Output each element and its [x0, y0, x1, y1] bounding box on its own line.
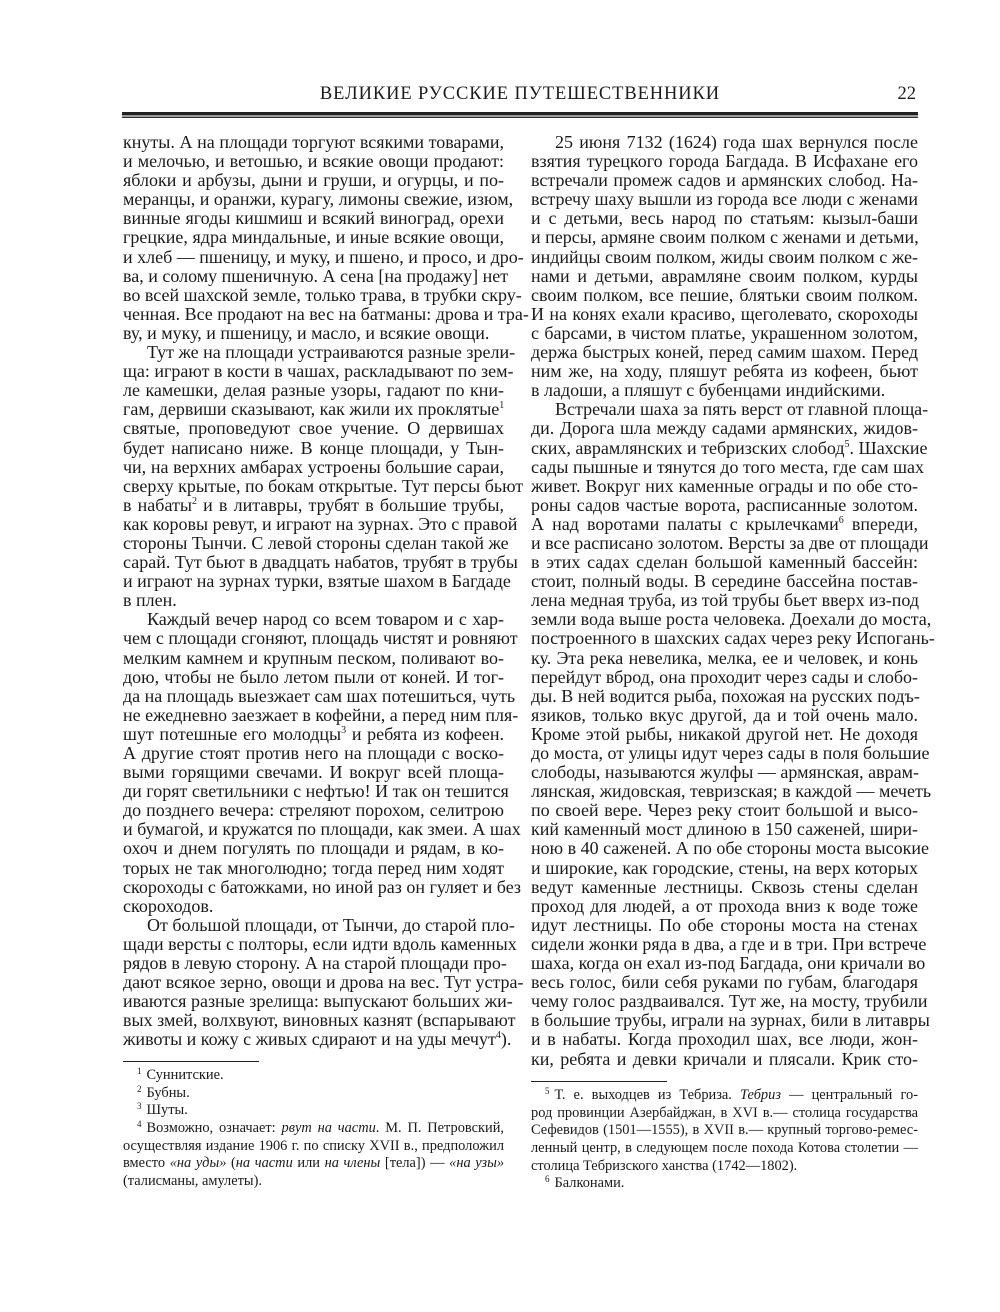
footnote-number: 4	[137, 1119, 142, 1130]
text-line	[123, 839, 504, 858]
text-run: ленный центр, в следующем после похода Котова столетии —	[531, 1140, 918, 1157]
text-line	[123, 381, 504, 400]
text-run: до моста, от улицы идут через сады в поля большие	[531, 743, 930, 763]
text-run: осуществляя издание 1906 г. по списку XVII в., предположил	[123, 1137, 504, 1154]
text-run: да на площадь выезжает сам шах потешиться, чуть	[123, 685, 516, 706]
text-run: меранцы, и оранжи, курагу, лимоны свежие, изюм,	[123, 189, 514, 210]
text-run: ченная. Все продают на вес на батманы: дрова и тра-	[123, 303, 529, 324]
text-line	[531, 897, 918, 916]
footnote-number: 2	[137, 1083, 142, 1094]
text-line	[531, 228, 918, 247]
text-run: встречали промеж садов и армянских слобод. На-	[531, 170, 918, 191]
footnote-ref: 6	[838, 514, 844, 526]
footnote-lines	[531, 1087, 918, 1193]
text-run: Возможно, означает:	[146, 1120, 282, 1137]
footnote-ref: 3	[341, 724, 347, 736]
text-run: Т. е. выходцев из Тебриза.	[554, 1087, 741, 1104]
text-line	[531, 437, 928, 458]
text-run: и бумагой, и кружатся по площади, как змеи. А шах	[123, 819, 521, 840]
text-run: весь голос, били себя руками по губам, благодаря	[531, 972, 918, 993]
text-run: проход для людей, а от прохода вниз к воде тоже	[531, 895, 918, 916]
text-line	[123, 152, 504, 171]
text-run: ку. Эта река невелика, мелка, ее и человек, и конь	[531, 647, 918, 668]
text-run: роны садов частые ворота, расписанные золотом.	[531, 494, 918, 515]
text-run: мелким камнем и крупным песком, поливают во-	[123, 647, 504, 668]
text-run: Суннитские.	[146, 1067, 224, 1084]
text-run: Кроме этой рыбы, никакой другой нет. Не доходя	[531, 723, 918, 744]
text-run: и в набаты. Когда проходил шах, все люди, жон-	[531, 1029, 918, 1050]
text-run: до позднего вечера: стреляют порохом, селитрою	[123, 800, 504, 821]
text-run: ле камешки, делая разные узоры, гадают по кни-	[123, 380, 504, 401]
text-run: идут лестницы. По обе стороны моста на стенах	[531, 914, 918, 935]
running-head	[122, 84, 918, 110]
footnote-line	[123, 1120, 504, 1138]
footnote-line	[123, 1155, 504, 1173]
text-line	[531, 725, 918, 744]
text-line	[123, 303, 529, 324]
text-line	[531, 477, 918, 496]
text-run: во всей шахской земле, только трава, в трубки скру-	[123, 284, 522, 305]
text-run: и мелочью, и ветошью, и всякие овощи продают:	[123, 151, 504, 172]
text-line	[531, 706, 918, 725]
text-run: и персы, армяне своим полком с женами и детьми,	[531, 227, 919, 248]
text-line	[123, 610, 504, 629]
text-line	[531, 209, 918, 228]
text-run: лена медная труба, из той трубы бьет вверх из-под	[531, 590, 920, 611]
text-line	[123, 763, 504, 782]
text-line	[123, 859, 504, 878]
left-footnotes	[123, 1061, 504, 1190]
text-run: или	[292, 1155, 325, 1172]
text-line	[123, 228, 504, 247]
text-run: по своей вере. Через реку стоит большой и высо-	[531, 800, 918, 821]
text-run: чи, на верхних амбарах устроены большие сараи,	[123, 456, 504, 477]
text-run: в большие трубы, играли на зурнах, били в литавры	[531, 1010, 930, 1031]
text-line	[531, 687, 918, 706]
text-line	[123, 685, 516, 706]
footnote-separator	[531, 1081, 667, 1082]
text-run: И на конях ехали красиво, щеголевато, скороходы	[531, 303, 918, 324]
text-line	[531, 953, 926, 974]
text-run: сидели жонки ряда в два, а где и в три. При встрече	[531, 933, 927, 954]
text-run: От большой площади, от Тынчи, до старой пло-	[147, 914, 515, 935]
text-run: ною в 40 саженей. А по обе стороны моста высокие	[531, 838, 929, 859]
text-run: вых змей, волхвуют, виновных казнят (вспарывают	[123, 1010, 516, 1031]
text-run: (талисманы, амулеты).	[123, 1172, 262, 1189]
text-line	[531, 933, 927, 954]
text-run: чем с площади сгоняют, площадь чистят и ровняют	[123, 628, 518, 649]
text-run: . Шахские	[849, 437, 928, 458]
text-run: Бубны.	[146, 1084, 190, 1101]
footnote-ref: 4	[495, 1030, 501, 1042]
text-line	[123, 552, 518, 573]
text-run: ки, ребята и девки кричали и плясали. Крик сто-	[531, 1048, 918, 1069]
text-run: земли вода выше роста человека. Доехали до моста,	[531, 609, 932, 630]
text-run: ведут каменные лестницы. Сквозь стены сделан	[531, 876, 918, 897]
text-line	[123, 532, 509, 553]
running-title: ВЕЛИКИЕ РУССКИЕ ПУТЕШЕСТВЕННИКИ	[319, 84, 721, 104]
italic-run: «на узы»	[449, 1155, 505, 1172]
text-line	[123, 933, 517, 954]
text-run: гам, дервиши сказывают, как жили их проклятые	[123, 399, 500, 420]
text-line	[531, 305, 918, 324]
text-run: и с детьми, весь народ по статьям: кызыл-баши	[531, 208, 918, 229]
text-run: скороходы с батожками, но иной раз он гуляет и без	[123, 876, 522, 897]
text-line	[531, 248, 918, 267]
text-line	[123, 513, 518, 534]
text-run: иваются разные зрелища: выпускают больших жи-	[123, 991, 513, 1012]
text-line	[123, 361, 514, 382]
text-run: в плен.	[123, 590, 177, 611]
text-run: ды. В ней водится рыба, похожая на русских подъ-	[531, 685, 920, 706]
footnote-separator	[123, 1061, 259, 1062]
text-run: и широкие, как городские, стены, на верх которых	[531, 857, 918, 878]
text-line	[123, 284, 522, 305]
text-run: яблоки и арбузы, дыни и груши, и огурцы, и по-	[123, 170, 504, 191]
text-run: щади версты с полторы, если идти вдоль каменных	[123, 933, 517, 954]
text-run: Встречали шаха за пять верст от главной площа-	[555, 399, 929, 420]
text-line	[531, 609, 932, 630]
text-run: сады пышные и тянутся до того места, где сам шах	[531, 456, 924, 477]
text-run: Каждый вечер народ со всем товаром и с хар-	[147, 609, 504, 630]
text-line	[531, 133, 918, 152]
text-line	[531, 763, 918, 782]
text-run: чему голос раздваивался. Тут же, на мосту, трубили	[531, 991, 928, 1012]
footnote-number: 6	[545, 1174, 550, 1185]
text-run: Сефевидов (1501—1555), в XVII в.— крупный торгово-ремес-	[531, 1122, 918, 1139]
text-line	[123, 439, 504, 458]
text-run: в набаты	[123, 494, 192, 515]
text-run: встречу шаху вышли из города все люди с женами	[531, 189, 918, 210]
footnote-ref: 2	[191, 495, 197, 507]
text-line	[123, 628, 518, 649]
text-run: винные ягоды кишмиш и всякий виноград, орехи	[123, 208, 504, 229]
text-line	[123, 419, 504, 438]
text-run: нами и детьми, аврамляне своим полком, курды	[531, 265, 918, 286]
header-double-rule	[122, 112, 918, 119]
text-line	[531, 820, 918, 839]
text-line	[123, 246, 524, 267]
text-line	[531, 456, 924, 477]
text-run: и все расписано золотом. Версты за две от площади	[531, 532, 929, 553]
text-line	[123, 914, 515, 935]
footnote-line	[123, 1085, 504, 1103]
text-run: ских, аврамлянских и тебризских слобод	[531, 437, 845, 458]
text-run: и хлеб — пшеницу, и муку, и пшено, и просо, и дро-	[123, 246, 524, 267]
text-line	[123, 801, 504, 820]
text-run: Шуты.	[146, 1102, 188, 1119]
text-run: перейдут вброд, она проходит через сады и слобо-	[531, 666, 918, 687]
text-line	[531, 668, 918, 687]
text-line	[123, 458, 504, 477]
text-line	[531, 878, 918, 897]
text-line	[531, 743, 930, 763]
text-line	[531, 572, 918, 591]
text-line	[531, 1030, 918, 1049]
text-run: ним же, на ходу, пляшут ребята из кофеен, бьют	[531, 361, 918, 382]
footnote-line	[123, 1102, 504, 1120]
text-line	[531, 1050, 918, 1069]
text-line	[531, 801, 918, 820]
italic-run: на части	[235, 1155, 293, 1172]
text-line	[531, 152, 918, 171]
text-run: будет написано ниже. В конце площади, у Тын-	[123, 437, 504, 458]
text-line	[123, 133, 504, 152]
text-run: шут потешные его молодцы	[123, 723, 342, 744]
text-line	[531, 781, 932, 802]
footnote-line	[531, 1158, 918, 1176]
text-run: и ребята из кофеен.	[346, 723, 504, 744]
text-run: ).	[500, 1029, 512, 1050]
text-line	[531, 324, 918, 343]
text-line	[531, 553, 918, 572]
text-line	[531, 171, 918, 190]
text-run: с барсами, в чистом платье, украшенном золотом,	[531, 322, 918, 343]
text-line	[531, 649, 918, 668]
text-line	[123, 991, 513, 1012]
text-line	[531, 1010, 930, 1031]
footnote-number: 5	[545, 1086, 550, 1097]
footnote-line	[531, 1087, 918, 1105]
text-run: кнуты. А на площади торгуют всякими товарами,	[123, 132, 504, 152]
footnote-ref: 5	[844, 438, 850, 450]
text-run: [тела]) —	[380, 1155, 450, 1172]
text-line	[531, 838, 929, 859]
text-run: построенного в шахских садах через реку Испогань-	[531, 628, 935, 649]
text-run: сарай. Тут бьют в двадцать набатов, трубят в трубы	[123, 552, 518, 573]
text-run: вместо	[123, 1155, 170, 1172]
text-run: — центральный го-	[780, 1087, 918, 1104]
text-run: (	[226, 1155, 236, 1172]
text-run: А над воротами палаты с крылечками	[531, 513, 839, 534]
footnote-line	[531, 1105, 918, 1123]
text-run: дают всякое зерно, овощи и дрова на вес. Тут устра-	[123, 972, 524, 993]
text-run: рядов в левую сторону. А на старой площади про-	[123, 953, 507, 974]
left-text-column	[123, 132, 529, 1050]
text-line	[123, 265, 509, 286]
footnote-lines	[123, 1067, 504, 1190]
text-run: язиков, только вкус другой, да и той очень мало.	[531, 704, 918, 725]
text-run: ди горят светильники с нефтью! И так он тешится	[123, 781, 509, 802]
text-run: индийцы своим полком, жиды своим полком с же-	[531, 246, 918, 267]
text-run: святые, проповедуют свое учение. О дервишах	[123, 418, 504, 439]
text-run: ща: играют в кости в чашах, раскладывают по зем-	[123, 361, 514, 382]
text-line	[123, 972, 524, 993]
text-line	[123, 171, 504, 190]
text-line	[531, 515, 918, 534]
text-run: дою, чтобы не было летом пыли от коней. И тог-	[123, 666, 504, 687]
text-line	[123, 897, 504, 916]
text-line	[123, 668, 504, 687]
text-run: скороходов.	[123, 895, 214, 916]
text-run: шаха, когда он ехал из-под Багдада, они кричали во	[531, 953, 926, 974]
footnote-number: 1	[137, 1066, 142, 1077]
text-line	[531, 991, 928, 1012]
text-line	[531, 916, 918, 935]
text-line	[123, 342, 516, 363]
text-run: и в литавры, трубят в большие трубы,	[196, 494, 504, 515]
text-run: и играют на зурнах турки, взятые шахом в Багдаде	[123, 571, 511, 592]
text-run: держа быстрых коней, перед самим шахом. Перед	[531, 342, 918, 363]
text-line	[531, 190, 918, 209]
footnote-ref: 1	[499, 400, 505, 412]
footnote-line	[531, 1175, 918, 1193]
footnote-number: 3	[137, 1101, 142, 1112]
text-line	[123, 819, 521, 840]
footnote-line	[531, 1140, 918, 1158]
text-run: кий каменный мост длиною в 150 саженей, шири-	[531, 819, 918, 840]
text-line	[531, 532, 929, 553]
text-run: 25 июня 7132 (1624) года шах вернулся после	[555, 132, 918, 152]
text-line	[123, 591, 504, 610]
text-line	[123, 876, 522, 897]
text-run: род провинции Азербайджан, в XVI в.— столица государства	[531, 1104, 918, 1121]
text-line	[123, 571, 511, 592]
text-run: стоит, полный воды. В середине бассейна постав-	[531, 571, 918, 592]
footnote-line	[123, 1173, 504, 1191]
footnote-line	[123, 1138, 504, 1156]
text-run: как коровы ревут, и играют на зурнах. Это с правой	[123, 513, 518, 534]
text-line	[531, 381, 918, 400]
text-line	[123, 953, 507, 974]
text-line	[531, 859, 918, 878]
text-run: торых не так многолюдно; тогда перед ним ходят	[123, 857, 504, 878]
text-line	[123, 496, 504, 515]
text-run: живет. Вокруг них каменные ограды и по обе сто-	[531, 475, 918, 496]
text-run: Тут же на площади устраиваются разные зрели-	[147, 342, 516, 363]
text-line	[123, 209, 504, 228]
text-run: выми горящими свечами. И вокруг всей площа-	[123, 762, 504, 783]
text-line	[123, 400, 504, 419]
text-line	[531, 362, 918, 381]
text-run: ди. Дорога шла между садами армянских, жидов-	[531, 418, 918, 439]
italic-run: на члены	[324, 1155, 381, 1172]
text-line	[531, 628, 935, 649]
text-line	[123, 704, 519, 725]
text-run: охоч и днем погулять по площади и рядам, в ко-	[123, 838, 504, 859]
text-line	[123, 475, 524, 496]
text-line	[123, 1010, 516, 1031]
text-run: взятия турецкого города Багдада. В Исфахане его	[531, 151, 918, 172]
text-line	[531, 973, 918, 992]
text-run: в этих садах сделан большой каменный бассейн:	[531, 552, 918, 573]
text-line	[123, 781, 509, 802]
text-run: . М. П. Петровский,	[375, 1120, 504, 1137]
text-run: стороны Тынчи. С левой стороны сделан такой же	[123, 532, 509, 553]
italic-run: Тебриз	[740, 1087, 781, 1104]
text-run: сверху крытые, по бокам открытые. Тут персы бьют	[123, 475, 524, 496]
text-line	[531, 419, 918, 438]
text-line	[123, 1029, 512, 1050]
text-line	[123, 649, 504, 668]
text-run: не ежедневно заезжает в кофейни, а перед ним пля-	[123, 704, 519, 725]
text-run: Балконами.	[554, 1175, 625, 1192]
text-line	[123, 725, 504, 744]
text-run: ву, и муку, и пшеницу, и масло, и всякие овощи.	[123, 322, 490, 343]
text-run: ва, и солому пшеничную. А сена [на продажу] нет	[123, 265, 509, 286]
text-run: слободы, называются жулфы — армянская, аврам-	[531, 762, 920, 783]
text-run: грецкие, ядра миндальные, и иные всякие овощи,	[123, 227, 504, 248]
text-line	[531, 286, 918, 305]
right-footnotes	[531, 1081, 918, 1193]
footnote-line	[531, 1122, 918, 1140]
text-run: животы и кожу с живых сдирают и на уды мечут	[123, 1029, 496, 1050]
text-run: в ладоши, а пляшут с бубенцами индийскими.	[531, 380, 886, 401]
right-text-column	[531, 132, 935, 1069]
text-line	[531, 343, 918, 362]
text-run: впереди,	[843, 513, 918, 534]
text-line	[531, 267, 918, 286]
text-run: своим полком, все пешие, блятьки своим полком.	[531, 284, 918, 305]
text-line	[531, 591, 918, 610]
text-line	[123, 324, 504, 343]
italic-run: рвут на части	[281, 1120, 376, 1137]
text-line	[123, 189, 514, 210]
footnote-line	[123, 1067, 504, 1085]
text-line	[531, 399, 929, 420]
text-line	[123, 744, 504, 763]
text-run: лянская, жидовская, тевризская; в каждой — мечеть	[531, 781, 932, 802]
page-number: 22	[897, 84, 916, 104]
italic-run: «на уды»	[169, 1155, 227, 1172]
text-line	[531, 496, 918, 515]
text-run: А другие стоят против него на площади с воско-	[123, 743, 504, 763]
text-run: столица Тебризского ханства (1742—1802).	[531, 1157, 798, 1174]
